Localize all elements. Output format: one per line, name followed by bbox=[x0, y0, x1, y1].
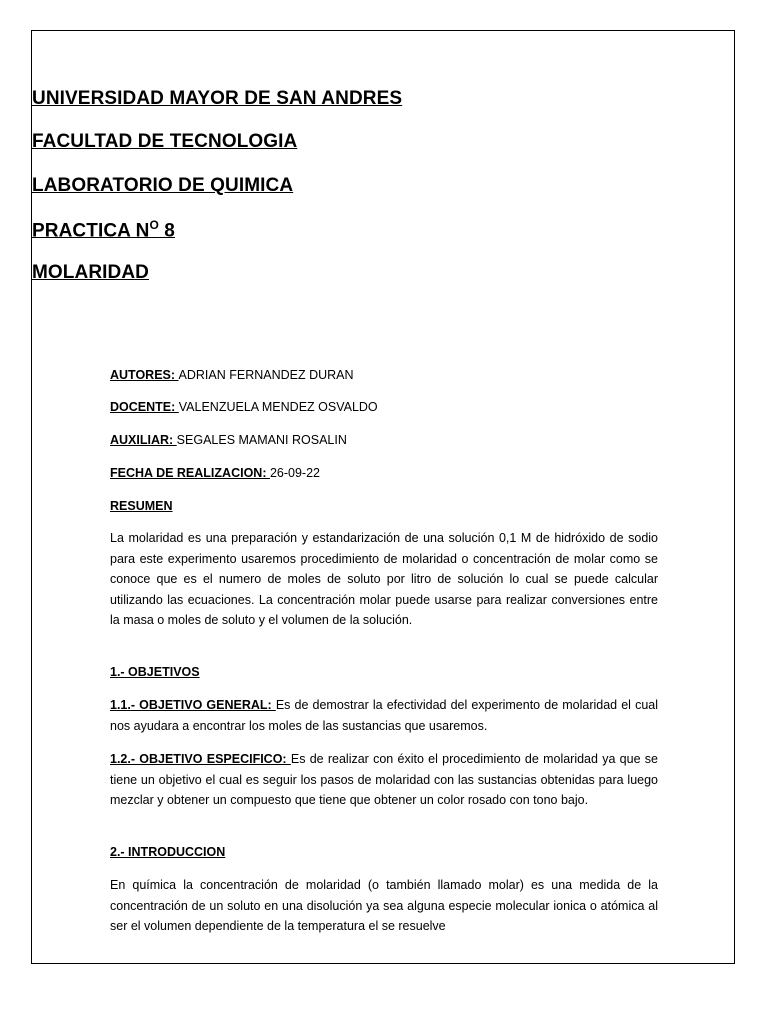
university-title: UNIVERSIDAD MAYOR DE SAN ANDRES bbox=[32, 88, 403, 109]
summary-heading: RESUMEN bbox=[110, 499, 173, 513]
authors-value: ADRIAN FERNANDEZ DURAN bbox=[178, 368, 354, 382]
faculty-title: FACULTAD DE TECNOLOGIA bbox=[32, 131, 298, 152]
specific-objective-paragraph bbox=[110, 749, 658, 811]
practice-title bbox=[32, 218, 734, 242]
topic-title: MOLARIDAD bbox=[32, 262, 149, 283]
lab-title: LABORATORIO DE QUIMICA bbox=[32, 175, 294, 196]
date-line bbox=[110, 466, 320, 480]
specific-objective-text: Es de realizar con éxito el procedimiento de molaridad ya que se tiene un objetivo el cual es seguir los pasos de molaridad con las sustancias obtenidas para luego mezclar y obtener un compuesto que tiene que obtener un color rosado con tono bajo. bbox=[110, 752, 658, 807]
general-objective-paragraph bbox=[110, 695, 658, 736]
teacher-value: VALENZUELA MENDEZ OSVALDO bbox=[178, 400, 378, 414]
practice-sup: O bbox=[149, 218, 159, 232]
specific-objective-label: 1.2.- OBJETIVO ESPECIFICO: bbox=[110, 752, 291, 766]
introduction-paragraph: En química la concentración de molaridad (o también llamado molar) es una medida de la concentración de un soluto en una disolución ya sea alguna especie molecular ionica o atómica al ser el volumen dependiente de la temperatura el se resuelve bbox=[110, 878, 658, 933]
practice-number: 8 bbox=[158, 220, 175, 242]
authors-label: AUTORES: bbox=[110, 368, 179, 382]
teacher-line bbox=[110, 400, 378, 414]
general-objective-text: Es de demostrar la efectividad del experimento de molaridad el cual nos ayudara a encontrar los moles de las sustancias que usaremos. bbox=[110, 698, 658, 733]
assistant-value: SEGALES MAMANI ROSALIN bbox=[176, 433, 347, 447]
date-label: FECHA DE REALIZACION: bbox=[110, 466, 270, 480]
document-page bbox=[31, 30, 735, 964]
assistant-line bbox=[110, 433, 347, 447]
objectives-heading: 1.- OBJETIVOS bbox=[110, 665, 200, 679]
date-value: 26-09-22 bbox=[269, 466, 320, 480]
authors-line bbox=[110, 368, 354, 382]
practice-label: PRACTICA N bbox=[32, 220, 150, 242]
general-objective-label: 1.1.- OBJETIVO GENERAL: bbox=[110, 698, 276, 712]
teacher-label: DOCENTE: bbox=[110, 400, 179, 414]
summary-paragraph: La molaridad es una preparación y estandarización de una solución 0,1 M de hidróxido de sodio para este experimento usaremos procedimiento de molaridad o concentración de molar como se conoce que es el numero de moles de soluto por litro de solución lo cual se puede calcular utilizando las ecuaciones. La concentración molar puede usarse para realizar conversiones entre la masa o moles de soluto y el volumen de la solución. bbox=[110, 531, 658, 627]
introduction-heading: 2.- INTRODUCCION bbox=[110, 845, 226, 859]
assistant-label: AUXILIAR: bbox=[110, 433, 177, 447]
